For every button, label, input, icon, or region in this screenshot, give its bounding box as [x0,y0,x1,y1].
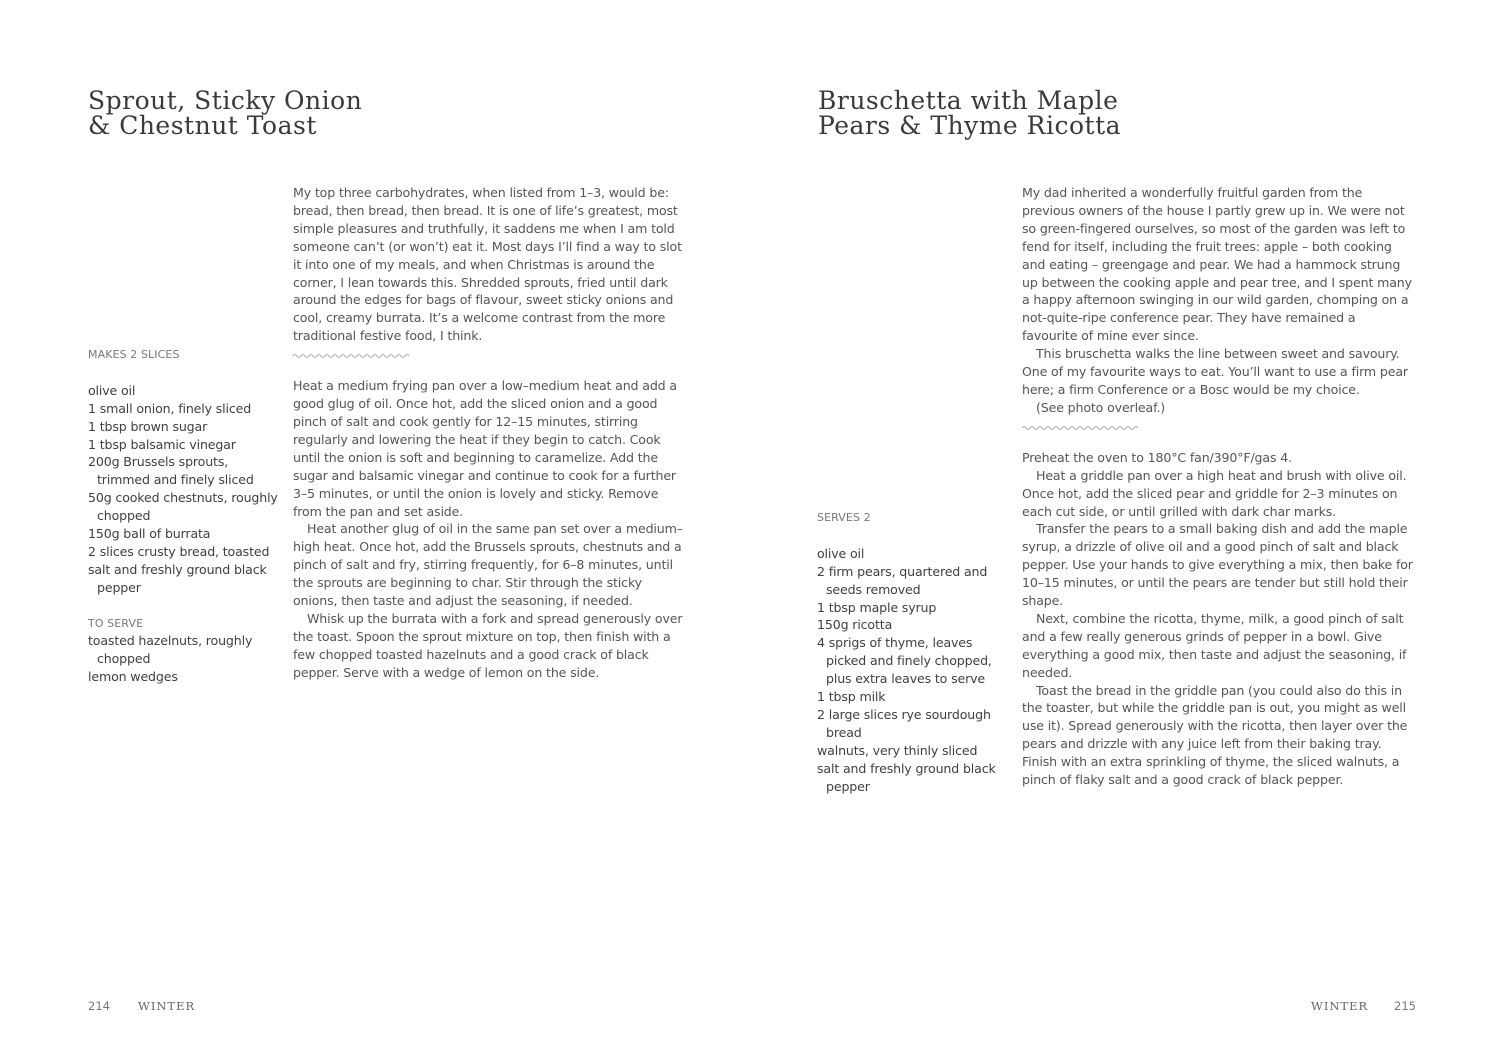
ingredient-item: salt and freshly ground black pepper [88,561,267,595]
method-step: Whisk up the burrata with a fork and spread generously over the toast. Spoon the sprout mixture on top, then finish with a few chopped toasted hazelnuts and a good crack of black pepper. Serve with a wedge of lemon on the side. [293,610,683,680]
method-step: Heat a medium frying pan over a low–medium heat and add a good glug of oil. Once hot, add the sliced onion and a good pinch of salt and cook gently for 12–15 minutes, stirring regularly and lowering the heat if they begin to catch. Cook until the onion is soft and beginning to caramelize. Add the sugar and balsamic vinegar and continue to cook for a further 3–5 minutes, or until the onion is lovely and sticky. Remove from the pan and set aside. [293,378,677,519]
method-step: Heat another glug of oil in the same pan set over a medium–high heat. Once hot, add the Brussels sprouts, chestnuts and a pinch of salt and fry, stirring frequently, for 6–8 minutes, until the sprouts are beginning to char. Stir through the sticky onions, then taste and adjust the seasoning, if needed. [293,521,683,609]
method-step: Next, combine the ricotta, thyme, milk, a good pinch of salt and a few really generous grinds of pepper in a bowl. Give everything a good mix, then taste and adjust the seasoning, if needed. [1022,610,1407,680]
title-line: Pears & Thyme Ricotta [818,111,1122,140]
to-serve-label: TO SERVE [88,616,144,630]
intro-paragraph: This bruschetta walks the line between sweet and savoury. One of my favourite ways to eat. You’ll want to use a firm pear here; a firm Conference or a Bosc would be my choice. [1022,346,1408,397]
ingredient-item: walnuts, very thinly sliced [817,742,978,758]
wavy-divider-icon [1022,425,1140,431]
intro-paragraph: My top three carbohydrates, when listed from 1–3, would be: bread, then bread, then bread. It is one of life’s greatest, most simple pleasures and truthfully, it saddens me when I am told someone can’t (or won’t) eat it. Most days I’ll find a way to slot it into one of my meals, and when Christmas is around the corner, I lean towards this. Shredded sprouts, fried until dark around the edges for bags of flavour, sweet sticky onions and cool, creamy burrata. It’s a welcome contrast from the more traditional festive food, I think. [293,185,682,344]
intro-paragraph: (See photo overleaf.) [1036,399,1166,415]
yield-label: MAKES 2 SLICES [88,348,180,361]
ingredient-item: 1 tbsp maple syrup [817,599,937,615]
ingredient-item: 150g ball of burrata [88,526,211,542]
ingredient-item: salt and freshly ground black pepper [817,760,996,794]
recipe-body-right [1022,184,1414,789]
yield-label: SERVES 2 [817,511,871,524]
ingredients-left [88,346,278,686]
recipe-title-left [88,88,362,138]
section-label-left: WINTER [138,999,196,1013]
recipe-title-right [818,88,1121,138]
ingredient-item: lemon wedges [88,669,178,685]
method-step: Transfer the pears to a small baking dish and add the maple syrup, a drizzle of olive oil and a good pinch of salt and black pepper. Use your hands to give everything a mix, then bake for 10–15 minutes, or until the pears are tender but still hold their shape. [1022,521,1413,609]
ingredient-item: 150g ricotta [817,617,893,633]
title-line: Sprout, Sticky Onion [88,86,363,115]
intro-paragraph: My dad inherited a wonderfully fruitful garden from the previous owners of the house I partly grew up in. We were not so green-fingered ourselves, so most of the garden was left to fend for itself, including the fruit trees: apple – both cooking and eating – greengage and pear. We had a hammock strung up between the cooking apple and pear tree, and I spent many a happy afternoon swinging in our wild garden, chomping on a not-quite-ripe conference pear. They have remained a favourite of mine ever since. [1022,185,1412,344]
page-number-right: 215 [1394,999,1416,1013]
page-number-left: 214 [88,999,110,1013]
to-serve-list [88,632,278,686]
section-label-right: WINTER [1311,999,1369,1013]
method-step: Preheat the oven to 180°C fan/390°F/gas 4. [1022,449,1292,465]
wavy-divider-icon [293,353,411,359]
method-step: Heat a griddle pan over a high heat and brush with olive oil. Once hot, add the sliced pear and griddle for 2–3 minutes on each cut side, or until grilled with dark char marks. [1022,467,1407,519]
ingredient-item: olive oil [817,545,865,561]
title-line: & Chestnut Toast [88,111,317,140]
ingredient-list [817,545,1007,796]
ingredient-item: 1 small onion, finely sliced [88,400,252,416]
ingredient-list [88,382,278,597]
ingredient-item: toasted hazelnuts, roughly chopped [88,633,253,667]
ingredient-item: 2 large slices rye sourdough bread [817,706,991,740]
ingredient-item: 2 firm pears, quartered and seeds removed [817,563,988,597]
recipe-body-left [293,184,685,682]
ingredient-item: 4 sprigs of thyme, leaves picked and finely chopped, plus extra leaves to serve [817,635,992,687]
ingredient-item: 200g Brussels sprouts, trimmed and finely sliced [88,454,254,488]
ingredient-item: 1 tbsp balsamic vinegar [88,436,236,452]
ingredient-item: 2 slices crusty bread, toasted [88,543,270,559]
ingredient-item: 50g cooked chestnuts, roughly chopped [88,490,278,524]
method-step: Toast the bread in the griddle pan (you could also do this in the toaster, but while the griddle pan is out, you might as well use it). Spread generously with the ricotta, then layer over the pears and drizzle with any juice left from their baking tray. Finish with an extra sprinkling of thyme, the sliced walnuts, a pinch of flaky salt and a good crack of black pepper. [1022,682,1408,788]
ingredient-item: olive oil [88,382,136,398]
ingredient-item: 1 tbsp brown sugar [88,418,208,434]
ingredients-right [817,509,1007,795]
title-line: Bruschetta with Maple [818,86,1119,115]
ingredient-item: 1 tbsp milk [817,689,886,705]
